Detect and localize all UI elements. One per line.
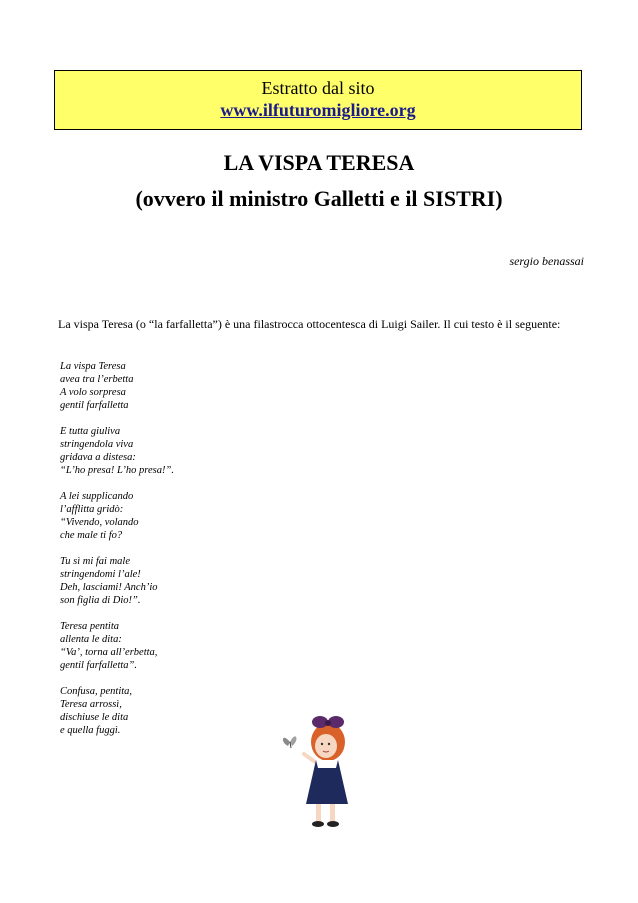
teresa-butterfly-illustration <box>278 712 362 834</box>
poem-line: E tutta giuliva <box>60 426 121 437</box>
author-name: sergio benassai <box>509 254 584 268</box>
poem-line: A volo sorpresa <box>60 387 126 398</box>
butterfly-icon <box>283 736 297 748</box>
poem-line: A lei supplicando <box>60 491 134 502</box>
poem-line: e quella fuggì. <box>60 725 121 736</box>
document-subtitle: (ovvero il ministro Galletti e il SISTRI) <box>135 186 503 211</box>
poem-line: son figlia di Dio!”. <box>60 595 141 606</box>
poem-line: gridava a distesa: <box>60 452 136 463</box>
girl-figure <box>304 716 348 827</box>
poem-line: stringendomi l’ale! <box>60 569 141 580</box>
poem-stanza <box>60 555 260 607</box>
poem-stanza <box>60 360 260 412</box>
poem-stanza <box>60 685 260 737</box>
poem-line: La vispa Teresa <box>60 361 126 372</box>
poem-line: dischiuse le dita <box>60 712 129 723</box>
poem-line: Teresa arrossì, <box>60 699 122 710</box>
poem-line: stringendola viva <box>60 439 134 450</box>
poem <box>60 360 260 750</box>
poem-line: gentil farfalletta <box>60 400 129 411</box>
poem-stanza <box>60 620 260 672</box>
poem-line: gentil farfalletta”. <box>60 660 138 671</box>
poem-line: “Va’, torna all’erbetta, <box>60 647 158 658</box>
poem-line: “Vivendo, volando <box>60 517 139 528</box>
source-banner <box>54 70 582 130</box>
poem-line: “L’ho presa! L’ho presa!”. <box>60 465 174 476</box>
poem-line: Teresa pentita <box>60 621 120 632</box>
intro-paragraph: La vispa Teresa (o “la farfalletta”) è una filastrocca ottocentesca di Luigi Sailer. Il cui testo è il seguente: <box>58 317 561 331</box>
poem-line: che male ti fo? <box>60 530 123 541</box>
poem-line: l’afflitta gridò: <box>60 504 124 515</box>
poem-line: Confusa, pentita, <box>60 686 133 697</box>
poem-stanza <box>60 490 260 542</box>
poem-line: Tu sì mi fai male <box>60 556 131 567</box>
poem-line: Deh, lasciami! Anch’io <box>60 582 158 593</box>
banner-text: Estratto dal sito <box>261 78 375 98</box>
poem-line: avea tra l’erbetta <box>60 374 134 385</box>
document-title: LA VISPA TERESA <box>223 150 415 175</box>
poem-stanza <box>60 425 260 477</box>
source-link[interactable]: www.ilfuturomigliore.org <box>220 100 416 120</box>
poem-line: allenta le dita: <box>60 634 122 645</box>
